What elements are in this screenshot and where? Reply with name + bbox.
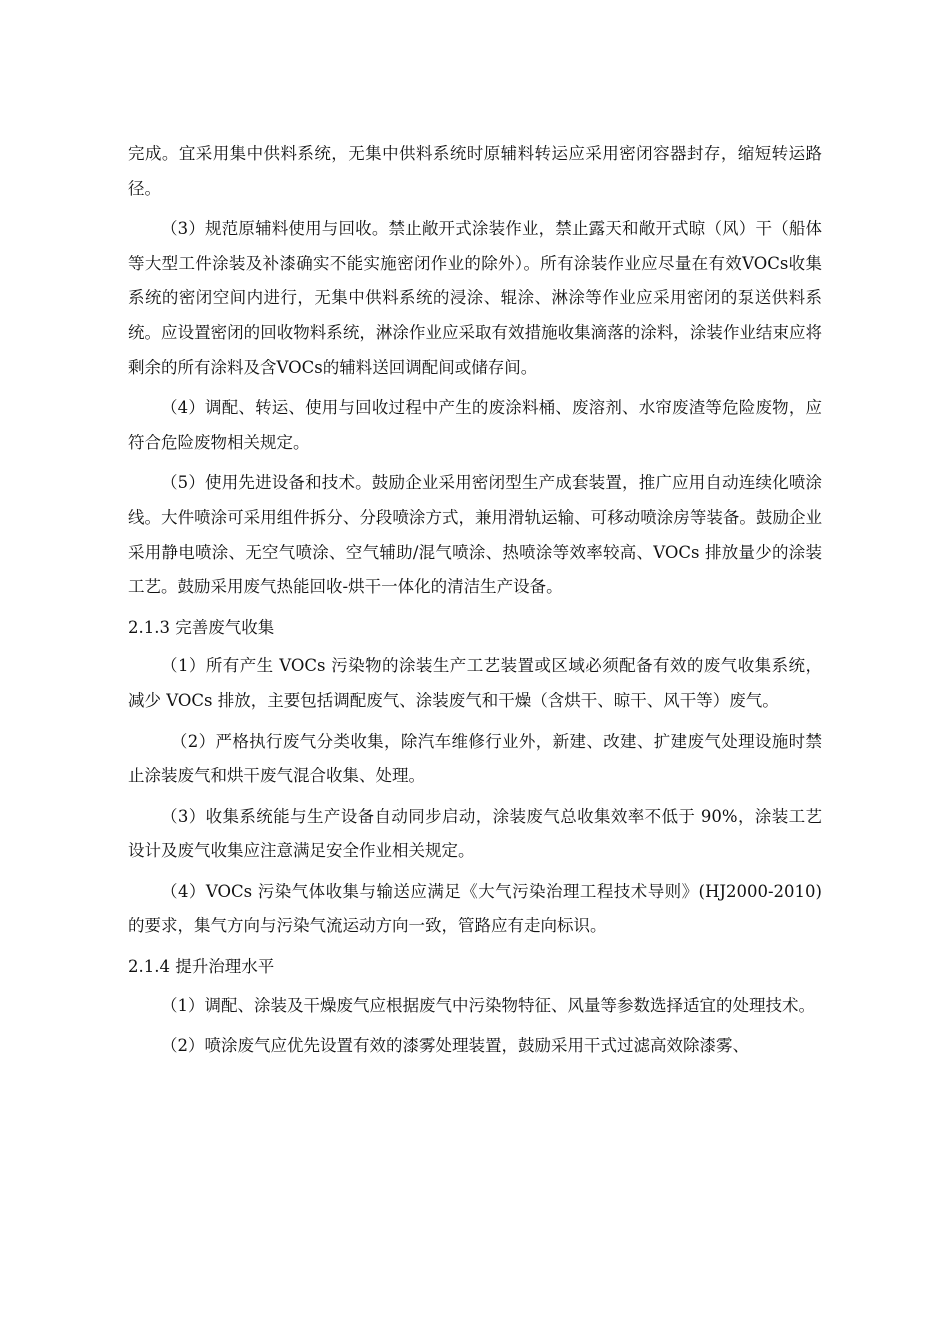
paragraph-treatment-1: （1）调配、涂装及干燥废气应根据废气中污染物特征、风量等参数选择适宜的处理技术。 [161, 995, 815, 1015]
paragraph-treatment-2: （2）喷涂废气应优先设置有效的漆雾处理装置，鼓励采用干式过滤高效除漆雾、 [161, 1036, 749, 1056]
paragraph-item-5: （5）使用先进设备和技术。鼓励企业采用密闭型生产成套装置，推广应用自动连续化喷涂线。大件喷涂可采用组件拆分、分段喷涂方式，兼用滑轨运输、可移动喷涂房等装备。鼓励企业采用静电喷涂、无空气喷涂、空气辅助/混气喷涂、热喷涂等效率较高、VOCs 排放量少的涂装工艺。鼓励采用废气热能回收-烘干一体化的清洁生产设备。 [128, 473, 822, 597]
document-body [128, 137, 822, 1070]
section-heading-2-1-4: 2.1.4 提升治理水平 [128, 957, 275, 977]
paragraph-collection-1: （1）所有产生 VOCs 污染物的涂装生产工艺装置或区域必须配备有效的废气收集系统，减少 VOCs 排放，主要包括调配废气、涂装废气和干燥（含烘干、晾干、风干等）废气。 [128, 656, 822, 710]
paragraph-continuation: 完成。宜采用集中供料系统，无集中供料系统时原辅料转运应采用密闭容器封存，缩短转运路径。 [128, 144, 822, 198]
paragraph-item-3: （3）规范原辅料使用与回收。禁止敞开式涂装作业，禁止露天和敞开式晾（风）干（船体等大型工件涂装及补漆确实不能实施密闭作业的除外）。所有涂装作业应尽量在有效VOCs收集系统的密闭空间内进行，无集中供料系统的浸涂、辊涂、淋涂等作业应采用密闭的泵送供料系统。应设置密闭的回收物料系统，淋涂作业应采取有效措施收集滴落的涂料，涂装作业结束应将剩余的所有涂料及含VOCs的辅料送回调配间或储存间。 [128, 219, 822, 377]
paragraph-item-4: （4）调配、转运、使用与回收过程中产生的废涂料桶、废溶剂、水帘废渣等危险废物，应符合危险废物相关规定。 [128, 398, 822, 452]
paragraph-collection-4: （4）VOCs 污染气体收集与输送应满足《大气污染治理工程技术导则》(HJ2000-2010)的要求，集气方向与污染气流运动方向一致，管路应有走向标识。 [128, 881, 822, 936]
section-heading-2-1-3: 2.1.3 完善废气收集 [128, 617, 275, 637]
paragraph-collection-2: （2）严格执行废气分类收集，除汽车维修行业外，新建、改建、扩建废气处理设施时禁止涂装废气和烘干废气混合收集、处理。 [128, 731, 822, 786]
paragraph-collection-3: （3）收集系统能与生产设备自动同步启动，涂装废气总收集效率不低于 90%，涂装工艺设计及废气收集应注意满足安全作业相关规定。 [128, 806, 822, 861]
